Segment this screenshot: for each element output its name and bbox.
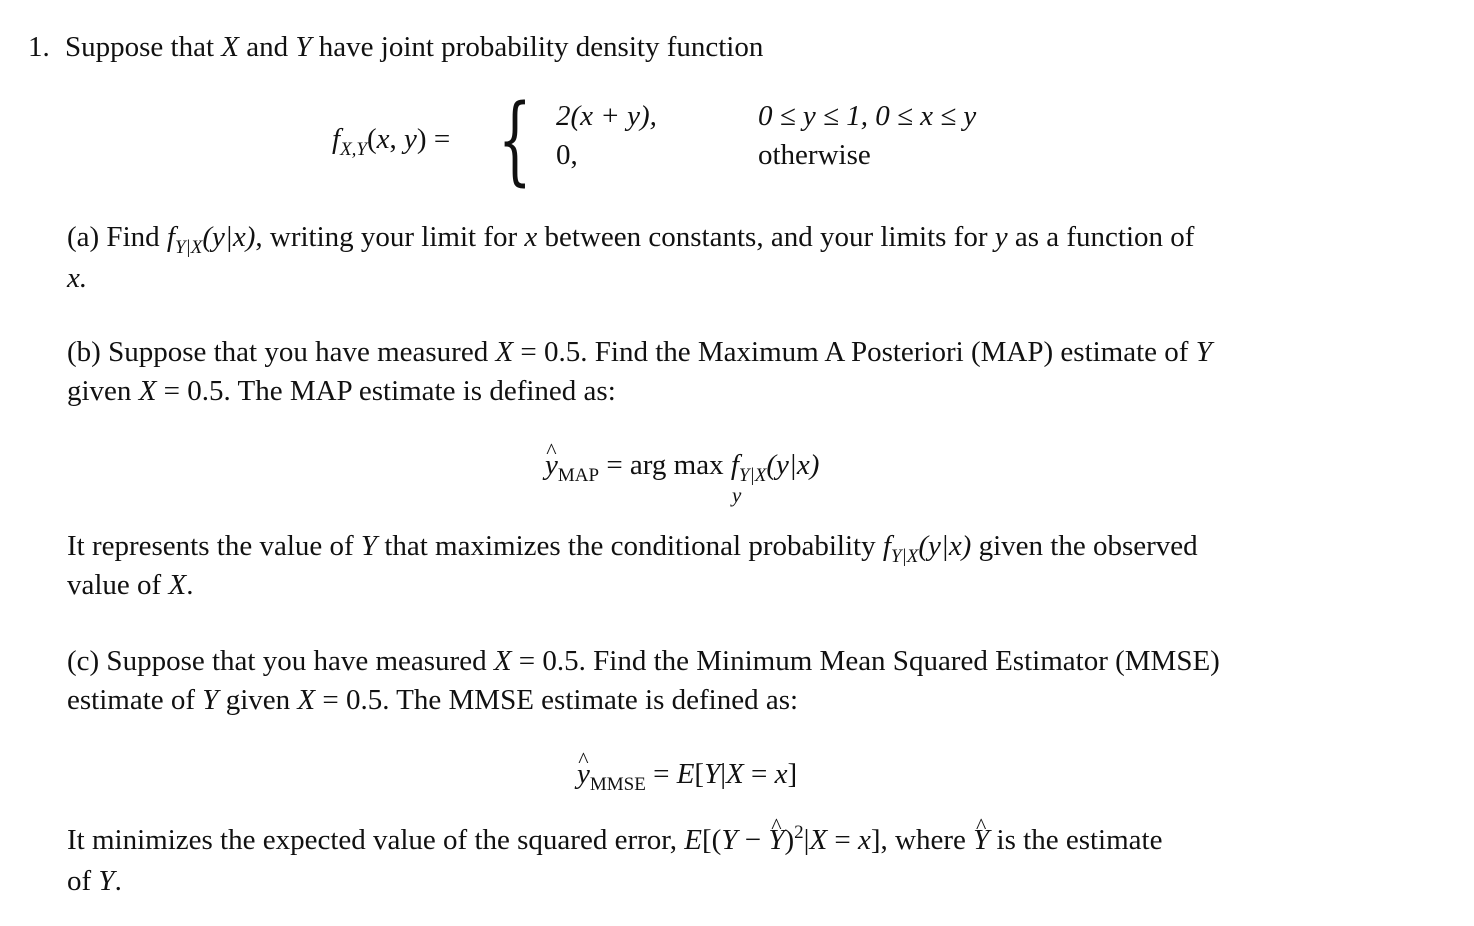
mmse-formula: ^ $y_{MMSE} = E[Y|X = x]$: [577, 755, 797, 797]
argmax-subscript: y: [732, 483, 742, 507]
part-c-line1: (c) Suppose that you have measured X = 0.5. Find the Minimum Mean Squared Estimator (MMSE): [67, 645, 1220, 677]
problem-intro: 1. Suppose that X and Y have joint probability density function: [28, 31, 764, 63]
part-b-line1: (b) Suppose that you have measured X = 0.5. Find the Maximum A Posteriori (MAP) estimate of Y: [67, 336, 1212, 368]
part-c-explain1: It minimizes the expected value of the squared error, E[(Y − ^ Y)$^2$|X = x], where ^ Y is the estimate: [67, 821, 1162, 863]
part-c-line2: estimate of Y given X = 0.5. The MMSE estimate is defined as:: [67, 684, 799, 716]
pdf-case2-expr: 0,: [556, 139, 578, 171]
map-formula: ^ $y_{MAP}$ = arg $\max f_{Y|X}(y|x)$: [545, 446, 819, 488]
pdf-case2-cond: otherwise: [758, 139, 871, 171]
part-b-line2: given X = 0.5. The MAP estimate is defined as:: [67, 375, 616, 407]
part-a-line1: (a) Find $f_{Y|X}(y|x)$, writing your limit for x between constants, and your limits for y as a function of: [67, 221, 1195, 258]
pdf-case1-cond: 0 ≤ y ≤ 1, 0 ≤ x ≤ y: [758, 100, 977, 132]
part-c-explain2: of Y.: [67, 865, 122, 897]
pdf-lhs: $f_{X,Y}(x$, y) =: [332, 123, 451, 160]
problem-number: 1.: [28, 31, 50, 63]
part-b-explain2: value of X.: [67, 569, 194, 601]
part-b-explain1: It represents the value of Y that maximizes the conditional probability $f_{Y|X}(y|x)$ given the observed: [67, 530, 1198, 567]
left-brace: {: [498, 84, 532, 196]
pdf-case1-expr: 2(x + y),: [556, 100, 657, 132]
part-a-line2: x.: [67, 262, 88, 294]
